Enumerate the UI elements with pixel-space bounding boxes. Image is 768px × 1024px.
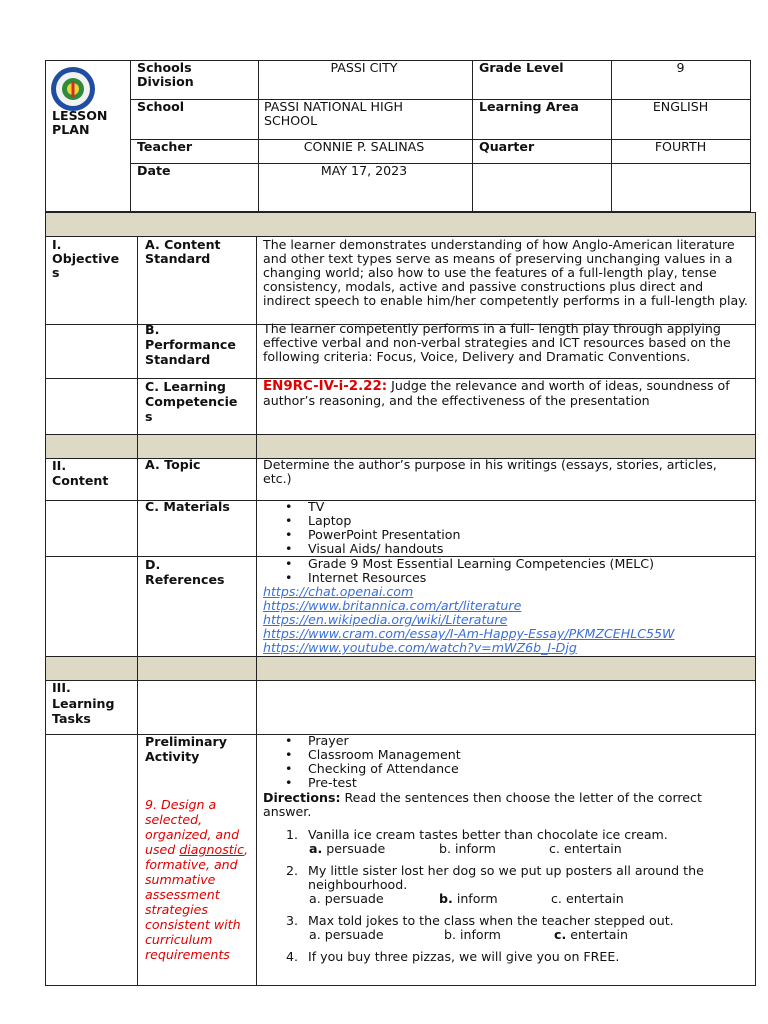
list-item: • Grade 9 Most Essential Learning Competencies (MELC) (263, 557, 751, 571)
list-item: • Pre-test (263, 776, 751, 790)
content-standard-label: A. Content Standard (145, 237, 221, 266)
topic-label: A. Topic (145, 457, 201, 472)
school-seal-logo (50, 66, 96, 112)
quarter-value: FOURTH (654, 139, 707, 154)
performance-standard-label: B. Performance Standard (145, 322, 236, 367)
quarter-label: Quarter (479, 139, 535, 154)
reference-link[interactable]: https://en.wikipedia.org/wiki/Literature (263, 612, 508, 627)
question-4: 4. If you buy three pizzas, we will give you on FREE. (286, 949, 620, 964)
school-label: School (137, 99, 185, 114)
date-label: Date (137, 163, 171, 178)
preliminary-activity-label: Preliminary Activity (145, 734, 227, 764)
learning-competencies-label: C. Learning Competencie s (145, 379, 238, 424)
competency-description: Judge the relevance and worth of ideas, soundness of author’s reasoning, and the effectiveness of the presentation (263, 378, 730, 408)
list-item: • Visual Aids/ handouts (263, 542, 751, 556)
question-2: 2. My little sister lost her dog so we put up posters all around the neighbourhood. a. persuade b. inform c. entertain (286, 863, 704, 906)
content-standard-text: The learner demonstrates understanding of how Anglo-American literature and other text types serve as means of preserving unchanging values in a changing world; also how to use the features of a full-length play, tense consistency, modals, active and passive constructions plus direct and indirect speech to enable him/her competently performs in a full-length play. (263, 237, 748, 308)
list-item: • Checking of Attendance (263, 762, 751, 776)
performance-standard-text: The learner competently performs in a full- length play through applying effective verbal and non-verbal strategies and ICT resources based on the following criteria: Focus, Voice, Delivery and Dramatic Conventions. (263, 321, 731, 364)
learning-tasks-label: III. Learning Tasks (52, 680, 115, 726)
list-item: • TV (263, 500, 751, 514)
question-1: 1. Vanilla ice cream tastes better than chocolate ice cream. a. persuade b. inform c. entertain (286, 827, 668, 856)
list-item: • Internet Resources (263, 571, 751, 585)
directions: Directions: Read the sentences then choose the letter of the correct answer. (263, 790, 702, 819)
teacher-value: CONNIE P. SALINAS (303, 139, 425, 154)
competency-code: EN9RC-IV-i-2.22: (263, 379, 388, 394)
list-item: • PowerPoint Presentation (263, 528, 751, 542)
topic-text: Determine the author’s purpose in his writings (essays, stories, articles, etc.) (263, 457, 717, 486)
content-label: II. Content (52, 458, 109, 488)
question-3: 3. Max told jokes to the class when the teacher stepped out. a. persuade b. inform c. entertain (286, 913, 674, 942)
grade-level-value: 9 (676, 60, 685, 75)
reference-link[interactable]: https://www.youtube.com/watch?v=mWZ6b_I-Djg (263, 640, 577, 655)
preliminary-activity-content (263, 734, 751, 964)
date-value: MAY 17, 2023 (320, 163, 408, 178)
learning-area-value: ENGLISH (652, 99, 709, 114)
references-label: D. References (145, 557, 225, 587)
list-item: • Classroom Management (263, 748, 751, 762)
materials-list (263, 500, 751, 556)
grade-level-label: Grade Level (479, 60, 564, 75)
objectives-label: I. Objective s (52, 237, 120, 280)
list-item: • Laptop (263, 514, 751, 528)
references-list (263, 557, 751, 655)
lesson-plan-label: LESSON PLAN (52, 108, 108, 137)
schools-division-label: Schools Division (137, 60, 194, 89)
teacher-label: Teacher (137, 139, 193, 154)
learning-area-label: Learning Area (479, 99, 579, 114)
learning-competency-text (263, 379, 751, 408)
schools-division-value: PASSI CITY (330, 60, 398, 75)
list-item: • Prayer (263, 734, 751, 748)
reference-link[interactable]: https://chat.openai.com (263, 584, 414, 599)
materials-label: C. Materials (145, 499, 230, 514)
reference-link[interactable]: https://www.cram.com/essay/I-Am-Happy-Essay/PKMZCEHLC55W (263, 626, 675, 641)
reference-link[interactable]: https://www.britannica.com/art/literature (263, 598, 522, 613)
assessment-note: 9. Design a selected, organized, and used diagnostic, formative, and summative assessment strategies consistent with curriculum requirements (145, 797, 249, 962)
school-value: PASSI NATIONAL HIGH SCHOOL (264, 99, 403, 128)
